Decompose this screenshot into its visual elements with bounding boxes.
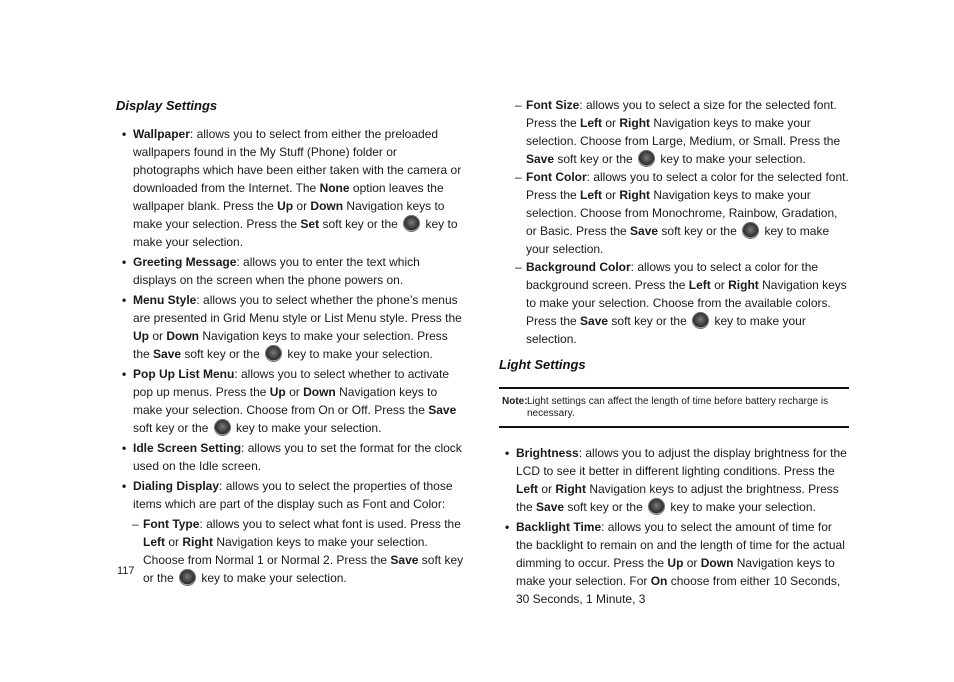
keyword: Down (303, 385, 336, 399)
note-label: Note: (502, 396, 528, 407)
section-title-display-settings: Display Settings (116, 98, 218, 113)
bullet: • (122, 479, 127, 493)
dash: – (515, 170, 522, 184)
ok-key-icon (692, 312, 709, 329)
text: : allows you to select a color for the background screen. Press the (526, 260, 819, 292)
text: key to make your selection. (198, 571, 347, 585)
text: Navigation keys to make your selection. Choose from Large, Medium, or Small. Press the (526, 116, 841, 148)
keyword: Down (700, 556, 734, 570)
term: Idle Screen Setting (133, 441, 242, 455)
text: choose from either 10 Seconds, 30 Seconds, 1 Minute, 3 (516, 574, 841, 606)
text: key to make your selection. (232, 421, 382, 435)
list-item-menu-style (116, 291, 466, 363)
keyword: Save (153, 347, 182, 361)
keyword: Save (526, 152, 555, 166)
ok-key-icon (179, 569, 196, 586)
text: soft key or the (133, 421, 212, 435)
text: option leaves the wallpaper blank. Press the (133, 181, 444, 213)
right-column (499, 96, 849, 610)
text: Navigation keys to make your selection. Press the (133, 329, 448, 361)
list-item-wallpaper (116, 125, 466, 251)
text: : allows you to select a size for the selected font. Press the (526, 98, 837, 130)
term: Font Color (526, 170, 587, 184)
text: Navigation keys to adjust the brightness. Press the (516, 482, 839, 514)
sub-item-font-size (499, 96, 849, 168)
term: Backlight Time (516, 520, 602, 534)
bullet: • (122, 293, 127, 307)
left-column (116, 96, 466, 587)
term: Background Color (526, 260, 631, 274)
keyword: Save (580, 314, 609, 328)
list-item-dialing-display (116, 477, 466, 513)
ok-key-icon (742, 222, 759, 239)
text: Navigation keys to make your selection. Choose from Normal 1 or Normal 2. Press the (143, 535, 428, 567)
text: soft key or the (319, 217, 402, 231)
text: : allows you to set the format for the clock used on the Idle screen. (133, 441, 462, 473)
bullet: • (505, 446, 510, 460)
text: : allows you to select whether the phone’s menus are presented in Grid Menu style or List Menu style. Press the (133, 293, 462, 325)
text: : allows you to select the properties of those items which are part of the display such as Font and Color: (133, 479, 453, 511)
note-box (499, 387, 849, 428)
bullet: • (122, 255, 127, 269)
dash: – (515, 98, 522, 112)
bullet: • (505, 520, 510, 534)
list-item-pop-up-list-menu (116, 365, 466, 437)
keyword: Right (728, 278, 759, 292)
ok-key-icon (214, 419, 231, 436)
text: key to make your selection. (657, 152, 806, 166)
text: key to make your selection. (526, 224, 830, 256)
sub-item-font-color (499, 168, 849, 258)
bullet: • (122, 367, 127, 381)
note-text: Light settings can affect the length of time before battery recharge is necessary. (527, 396, 829, 419)
text: : allows you to select what font is used. Press the (199, 517, 461, 531)
text: soft key or the (554, 152, 637, 166)
term: Brightness (516, 446, 579, 460)
keyword: Right (555, 482, 586, 496)
text: or (293, 199, 311, 213)
text: : allows you to select whether to activate pop up menus. Press the (133, 367, 450, 399)
bullet: • (122, 441, 127, 455)
text: soft key or the (143, 553, 464, 585)
text: Navigation keys to make your selection. Choose from the available colors. Press the (526, 278, 847, 328)
ok-key-icon (638, 150, 655, 167)
text: : allows you to select a color for the selected font. Press the (526, 170, 849, 202)
keyword: None (319, 181, 350, 195)
keyword: Left (143, 535, 165, 549)
keyword: Up (133, 329, 149, 343)
list-item-idle-screen-setting (116, 439, 466, 475)
term: Menu Style (133, 293, 197, 307)
section-title-light-settings: Light Settings (499, 357, 586, 372)
keyword: Right (619, 188, 651, 202)
keyword: Up (667, 556, 684, 570)
keyword: Left (688, 278, 711, 292)
term: Dialing Display (133, 479, 220, 493)
keyword: Left (580, 116, 603, 130)
text: : allows you to adjust the display brightness for the LCD to see it better in different lighting conditions. Press the (516, 446, 847, 478)
keyword: Save (630, 224, 659, 238)
page-number: 117 (117, 565, 135, 577)
keyword: Up (277, 199, 294, 213)
text: or (285, 385, 304, 399)
list-item-brightness (499, 444, 849, 516)
term: Pop Up List Menu (133, 367, 235, 381)
text: or (683, 556, 701, 570)
keyword: Right (182, 535, 213, 549)
text: key to make your selection. (667, 500, 816, 514)
list-item-greeting-message (116, 253, 466, 289)
text: : allows you to select from either the preloaded wallpapers found in the My Stuff (Phone) folder or photographs which have been either taken with the camera or downloaded from the Internet. The (133, 127, 462, 195)
sub-item-font-type (116, 515, 466, 587)
term: Font Size (526, 98, 580, 112)
ok-key-icon (648, 498, 665, 515)
ok-key-icon (403, 215, 420, 232)
keyword: Save (390, 553, 419, 567)
list-item-backlight-time (499, 518, 849, 608)
text: or (149, 329, 167, 343)
keyword: On (650, 574, 668, 588)
dash: – (132, 517, 139, 531)
term: Wallpaper (133, 127, 190, 141)
text: Navigation keys to make your selection. Choose from On or Off. Press the (133, 385, 438, 417)
text: soft key or the (181, 347, 264, 361)
text: soft key or the (658, 224, 741, 238)
term: Font Type (143, 517, 200, 531)
text: : allows you to select the amount of time for the backlight to remain on and the length of time for the actual dimming to occur. Press the (516, 520, 845, 570)
keyword: Down (310, 199, 344, 213)
text: soft key or the (564, 500, 647, 514)
keyword: Left (580, 188, 603, 202)
text: soft key or the (608, 314, 691, 328)
sub-item-background-color (499, 258, 849, 348)
bullet: • (122, 127, 127, 141)
keyword: Right (619, 116, 651, 130)
keyword: Save (536, 500, 565, 514)
term: Greeting Message (133, 255, 237, 269)
ok-key-icon (265, 345, 282, 362)
text: : allows you to enter the text which displays on the screen when the phone powers on. (133, 255, 420, 287)
keyword: Up (269, 385, 286, 399)
keyword: Save (428, 403, 457, 417)
keyword: Down (166, 329, 200, 343)
text: or (602, 188, 620, 202)
dash: – (515, 260, 522, 274)
keyword: Set (300, 217, 320, 231)
text: Navigation keys to make your selection. For (516, 556, 835, 588)
text: key to make your selection. (133, 217, 458, 249)
text: key to make your selection. (284, 347, 433, 361)
text: or (602, 116, 620, 130)
text: Navigation keys to make your selection. Press the (133, 199, 445, 231)
text: key to make your selection. (526, 314, 806, 346)
keyword: Left (516, 482, 538, 496)
text: or (538, 482, 556, 496)
text: or (165, 535, 183, 549)
text: or (710, 278, 729, 292)
text: Navigation keys to make your selection. Choose from Monochrome, Rainbow, Gradation, or Basic. Press the (526, 188, 838, 238)
